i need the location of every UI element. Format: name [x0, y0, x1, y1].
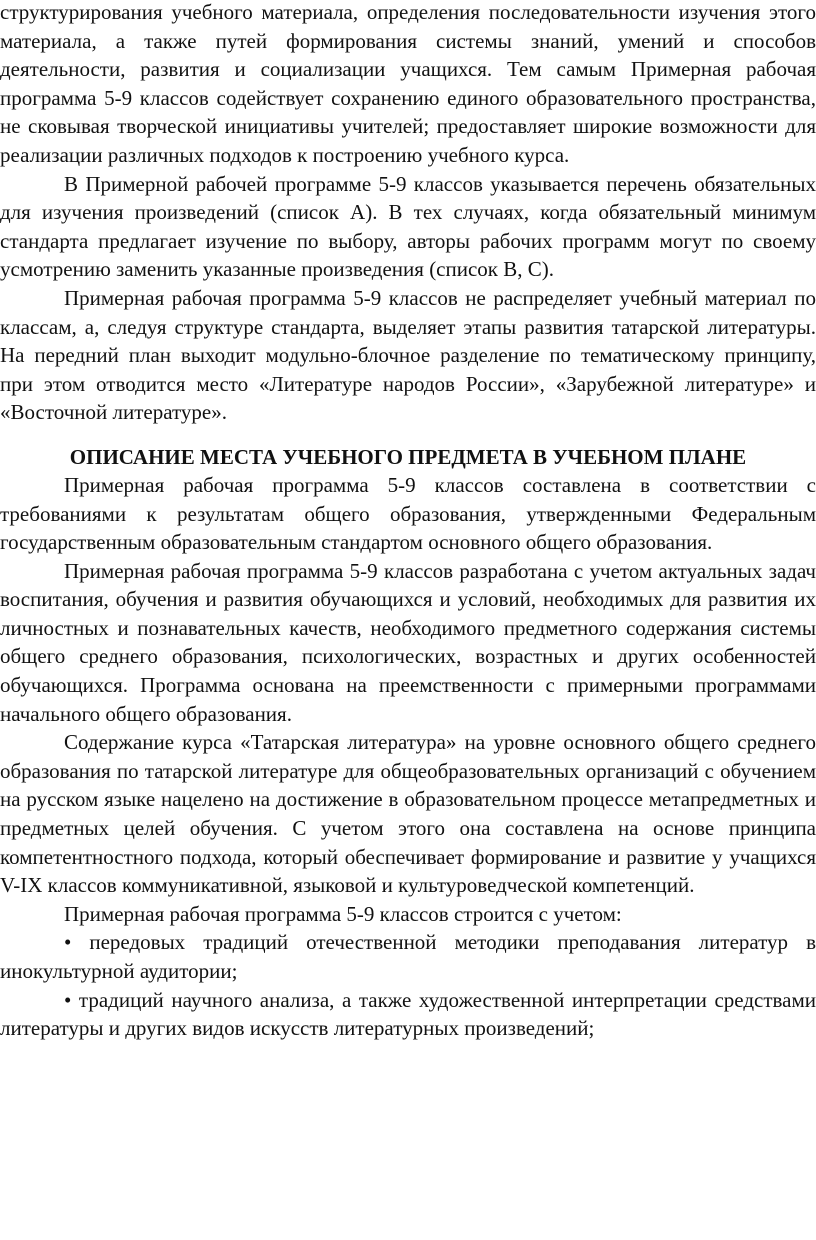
paragraph-tasks: Примерная рабочая программа 5-9 классов разработана с учетом актуальных задач воспитания, обучения и развития обучающихся и условий, необходимых для развития их личностных и познавательных качеств, необходимого предметного содержания системы общего среднего образования, психологических, возрастных и других особенностей обучающихся. Программа основана на преемственности с примерными программами начального общего образования. — [0, 558, 816, 726]
paragraph-program-basis: Примерная рабочая программа 5-9 классов строится с учетом: — [64, 901, 622, 926]
paragraph-continuation: структурирования учебного материала, определения последовательности изучения этого материала, а также путей формирования системы знаний, умений и способов деятельности, развития и социализации учащихся. Тем самым Примерная рабочая программа 5-9 классов содействует сохранению единого образовательного пространства, не сковывая творческой инициативы учителей; предоставляет широкие возможности для реализации различных подходов к построению учебного курса. — [0, 0, 816, 167]
list-item: • традиций научного анализа, а также художественной интерпретации средствами литературы и других видов искусств литературных произведений; — [0, 987, 816, 1041]
paragraph-standards: Примерная рабочая программа 5-9 классов составлена в соответствии с требованиями к результатам общего образования, утвержденными Федеральным государственным образовательным стандартом основного общего образования. — [0, 472, 816, 555]
paragraph-text-list: В Примерной рабочей программе 5-9 классов указывается перечень обязательных для изучения произведений (список А). В тех случаях, когда обязательный минимум стандарта предлагает изучение по выбору, авторы рабочих программ могут по своему усмотрению заменить указанные произведения (список В, С). — [0, 171, 816, 282]
section-heading: ОПИСАНИЕ МЕСТА УЧЕБНОГО ПРЕДМЕТА В УЧЕБНОМ ПЛАНЕ — [69, 444, 747, 469]
paragraph-course-content: Содержание курса «Татарская литература» на уровне основного общего среднего образования по татарской литературе для общеобразовательных организаций с обучением на русском языке нацелено на достижение в образовательном процессе метапредметных и предметных целей обучения. С учетом этого она составлена на основе принципа компетентностного подхода, который обеспечивает формирование и развитие у учащихся V-IX классов коммуникативной, языковой и культуроведческой компетенций. — [0, 730, 816, 898]
paragraph-program-structure: Примерная рабочая программа 5-9 классов не распределяет учебный материал по классам, а, следуя структуре стандарта, выделяет этапы развития татарской литературы. На передний план выходит модульно-блочное разделение по тематическому принципу, при этом отводится место «Литературе народов России», «Зарубежной литературе» и «Восточной литературе». — [0, 285, 816, 425]
list-item: • передовых традиций отечественной методики преподавания литератур в инокультурной аудитории; — [0, 930, 816, 983]
